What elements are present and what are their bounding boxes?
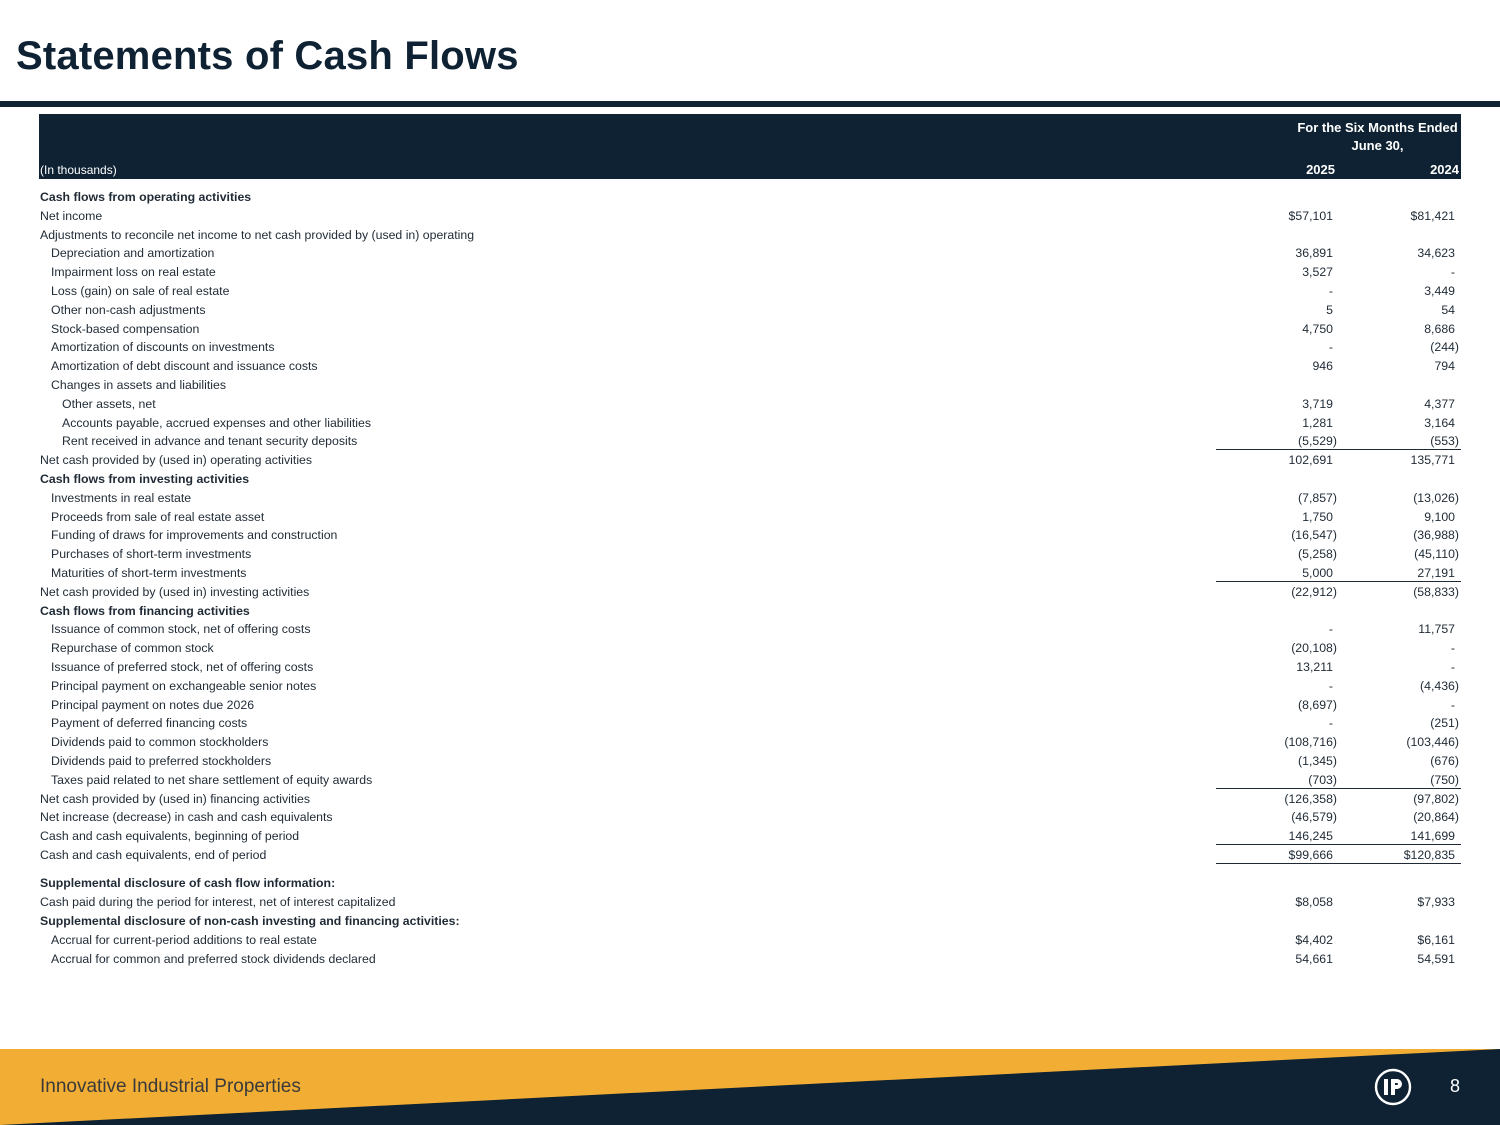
table-row	[39, 282, 1461, 300]
value-2025: 1,281	[1302, 415, 1333, 430]
value-2025: $8,058	[1295, 895, 1333, 910]
row-label: Net income	[40, 208, 103, 223]
table-row	[39, 395, 1461, 413]
value-2024: 141,699	[1410, 829, 1455, 844]
value-2024: (58,833)	[1413, 584, 1459, 599]
row-label: Principal payment on exchangeable senior notes	[51, 678, 317, 693]
table-row	[39, 508, 1461, 526]
value-2025: (5,258)	[1298, 547, 1337, 562]
value-2025: (1,345)	[1298, 754, 1337, 768]
table-row	[39, 526, 1461, 544]
table-row	[39, 714, 1461, 732]
section-heading-row	[39, 912, 1461, 930]
period-heading	[1255, 119, 1500, 155]
row-label: Cash and cash equivalents, end of period	[40, 848, 267, 862]
table-row	[39, 414, 1461, 432]
value-2024: $81,421	[1410, 208, 1455, 223]
value-2024: (676)	[1430, 754, 1459, 768]
table-row	[39, 357, 1461, 375]
table-row	[39, 320, 1461, 338]
row-label: Other assets, net	[62, 396, 156, 411]
value-2024: -	[1450, 265, 1455, 280]
section-heading-row	[39, 470, 1461, 488]
row-label: Impairment loss on real estate	[51, 265, 216, 280]
value-2024: (45,110)	[1414, 547, 1459, 562]
value-2024: $120,835	[1403, 848, 1455, 862]
table-row	[39, 639, 1461, 657]
row-label: Amortization of discounts on investments	[51, 340, 275, 355]
value-2025: 13,211	[1296, 660, 1333, 674]
row-label: Supplemental disclosure of cash flow information:	[40, 876, 336, 891]
value-2024: (20,864)	[1413, 810, 1459, 825]
row-label: Cash and cash equivalents, beginning of period	[40, 829, 300, 844]
table-row	[39, 432, 1461, 450]
row-label: Payment of deferred financing costs	[51, 716, 248, 731]
value-2025: 3,719	[1302, 396, 1333, 411]
table-row	[39, 771, 1461, 789]
period-line-2: June 30,	[1351, 138, 1404, 153]
table-row	[39, 658, 1461, 676]
value-2024: -	[1450, 697, 1455, 712]
units-label: (In thousands)	[40, 163, 117, 177]
total-rule	[1216, 863, 1461, 864]
value-2024: 34,623	[1417, 246, 1455, 261]
page-title: Statements of Cash Flows	[16, 34, 519, 78]
table-row	[39, 301, 1461, 319]
table-row	[39, 545, 1461, 563]
table-row	[39, 376, 1461, 394]
row-label: Principal payment on notes due 2026	[51, 697, 255, 712]
value-2025: 3,527	[1302, 265, 1333, 280]
row-label: Funding of draws for improvements and construction	[51, 528, 338, 543]
table-row	[39, 677, 1461, 695]
table-row	[39, 733, 1461, 751]
value-2025: -	[1328, 622, 1333, 637]
value-2025: (126,358)	[1284, 791, 1337, 806]
value-2025: 36,891	[1295, 246, 1333, 261]
value-2024: 794	[1434, 359, 1455, 374]
value-2024: -	[1450, 641, 1455, 656]
value-2025: (108,716)	[1284, 735, 1337, 750]
row-label: Maturities of short-term investments	[51, 566, 247, 580]
table-row	[39, 808, 1461, 826]
table-row	[39, 846, 1461, 864]
value-2025: -	[1328, 678, 1333, 693]
row-label: Net increase (decrease) in cash and cash equivalents	[40, 810, 333, 825]
value-2024: 8,686	[1424, 321, 1455, 336]
period-line-1: For the Six Months Ended	[1297, 120, 1458, 135]
section-heading-row	[39, 874, 1461, 892]
table-row	[39, 263, 1461, 281]
row-label: Net cash provided by (used in) investing activities	[40, 584, 310, 599]
table-row	[39, 790, 1461, 808]
table-row	[39, 752, 1461, 770]
value-2024: (103,446)	[1406, 735, 1459, 750]
row-label: Dividends paid to preferred stockholders	[51, 754, 272, 768]
value-2025: (8,697)	[1298, 697, 1337, 712]
value-2025: 4,750	[1302, 321, 1333, 336]
year-2025-header: 2025	[1306, 162, 1335, 177]
row-label: Depreciation and amortization	[51, 246, 215, 261]
value-2025: -	[1328, 340, 1333, 355]
value-2024: (13,026)	[1413, 490, 1459, 505]
row-label: Purchases of short-term investments	[51, 547, 252, 562]
row-label: Cash paid during the period for interest, net of interest capitalized	[40, 895, 396, 910]
table-row	[39, 207, 1461, 225]
company-name: Innovative Industrial Properties	[40, 1076, 301, 1097]
table-row	[39, 451, 1461, 469]
table-row	[39, 620, 1461, 638]
table-row	[39, 950, 1461, 968]
row-label: Cash flows from financing activities	[40, 603, 250, 618]
page-number: 8	[1449, 1076, 1460, 1096]
value-2024: (4,436)	[1420, 678, 1459, 693]
value-2024: 135,771	[1410, 453, 1455, 468]
title-divider	[0, 101, 1500, 107]
value-2025: 146,245	[1288, 829, 1333, 844]
row-label: Proceeds from sale of real estate asset	[51, 509, 265, 524]
value-2025: 5	[1326, 302, 1333, 317]
value-2024: $6,161	[1417, 932, 1455, 947]
table-row	[39, 338, 1461, 356]
value-2025: (7,857)	[1298, 490, 1337, 505]
row-label: Issuance of preferred stock, net of offering costs	[51, 660, 314, 674]
table-row	[39, 226, 1461, 244]
value-2024: (750)	[1430, 772, 1459, 787]
table-row	[39, 564, 1461, 582]
row-label: Taxes paid related to net share settlement of equity awards	[51, 772, 373, 787]
value-2025: (703)	[1308, 772, 1337, 787]
value-2025: (20,108)	[1291, 641, 1337, 656]
row-label: Investments in real estate	[51, 490, 192, 505]
value-2024: 27,191	[1417, 566, 1455, 580]
value-2024: 54,591	[1417, 951, 1455, 966]
year-2024-header: 2024	[1430, 162, 1459, 177]
value-2025: (22,912)	[1291, 584, 1337, 599]
row-label: Stock-based compensation	[51, 321, 200, 336]
value-2024: 4,377	[1424, 396, 1455, 411]
row-label: Amortization of debt discount and issuance costs	[51, 359, 318, 374]
row-label: Accrual for common and preferred stock dividends declared	[51, 951, 376, 966]
value-2025: (46,579)	[1291, 810, 1337, 825]
section-heading-row	[39, 188, 1461, 206]
row-label: Rent received in advance and tenant security deposits	[62, 434, 358, 449]
row-label: Net cash provided by (used in) operating activities	[40, 453, 313, 468]
value-2024: $7,933	[1417, 895, 1455, 910]
table-header	[39, 114, 1461, 179]
value-2025: (5,529)	[1298, 434, 1337, 449]
value-2024: (244)	[1430, 340, 1459, 355]
value-2025: $99,666	[1288, 848, 1333, 862]
value-2025: (16,547)	[1291, 528, 1337, 543]
table-row	[39, 827, 1461, 845]
value-2025: -	[1328, 284, 1333, 298]
row-label: Loss (gain) on sale of real estate	[51, 284, 230, 298]
value-2024: (97,802)	[1413, 791, 1459, 806]
table-row	[39, 931, 1461, 949]
row-label: Accrual for current-period additions to real estate	[51, 932, 317, 947]
row-label: Changes in assets and liabilities	[51, 378, 226, 392]
row-label: Supplemental disclosure of non-cash investing and financing activities:	[40, 913, 460, 928]
value-2025: -	[1328, 716, 1333, 731]
row-label: Cash flows from investing activities	[40, 472, 250, 486]
table-row	[39, 696, 1461, 714]
value-2024: (553)	[1430, 434, 1459, 449]
row-label: Other non-cash adjustments	[51, 302, 206, 317]
row-label: Dividends paid to common stockholders	[51, 735, 269, 750]
ip-logo-icon	[1374, 1068, 1412, 1106]
row-label: Issuance of common stock, net of offering costs	[51, 622, 311, 637]
value-2025: 102,691	[1288, 453, 1333, 468]
value-2024: 11,757	[1418, 622, 1455, 637]
row-label: Net cash provided by (used in) financing activities	[40, 791, 310, 806]
value-2024: 3,449	[1424, 284, 1455, 298]
value-2025: 946	[1312, 359, 1333, 374]
row-label: Adjustments to reconcile net income to net cash provided by (used in) operating	[40, 227, 475, 242]
value-2025: $57,101	[1288, 208, 1333, 223]
row-label: Repurchase of common stock	[51, 641, 214, 656]
value-2025: 1,750	[1302, 509, 1333, 524]
value-2024: 9,100	[1424, 509, 1455, 524]
value-2024: 3,164	[1424, 415, 1455, 430]
value-2025: 54,661	[1295, 951, 1333, 966]
value-2024: (251)	[1430, 716, 1459, 731]
table-row	[39, 244, 1461, 262]
value-2024: -	[1450, 660, 1455, 674]
value-2024: 54	[1441, 302, 1455, 317]
value-2024: (36,988)	[1413, 528, 1459, 543]
section-heading-row	[39, 602, 1461, 620]
value-2025: 5,000	[1302, 566, 1333, 580]
table-row	[39, 583, 1461, 601]
table-row	[39, 489, 1461, 507]
table-row	[39, 893, 1461, 911]
row-label: Cash flows from operating activities	[40, 190, 252, 204]
value-2025: $4,402	[1295, 932, 1333, 947]
row-label: Accounts payable, accrued expenses and other liabilities	[62, 415, 371, 430]
